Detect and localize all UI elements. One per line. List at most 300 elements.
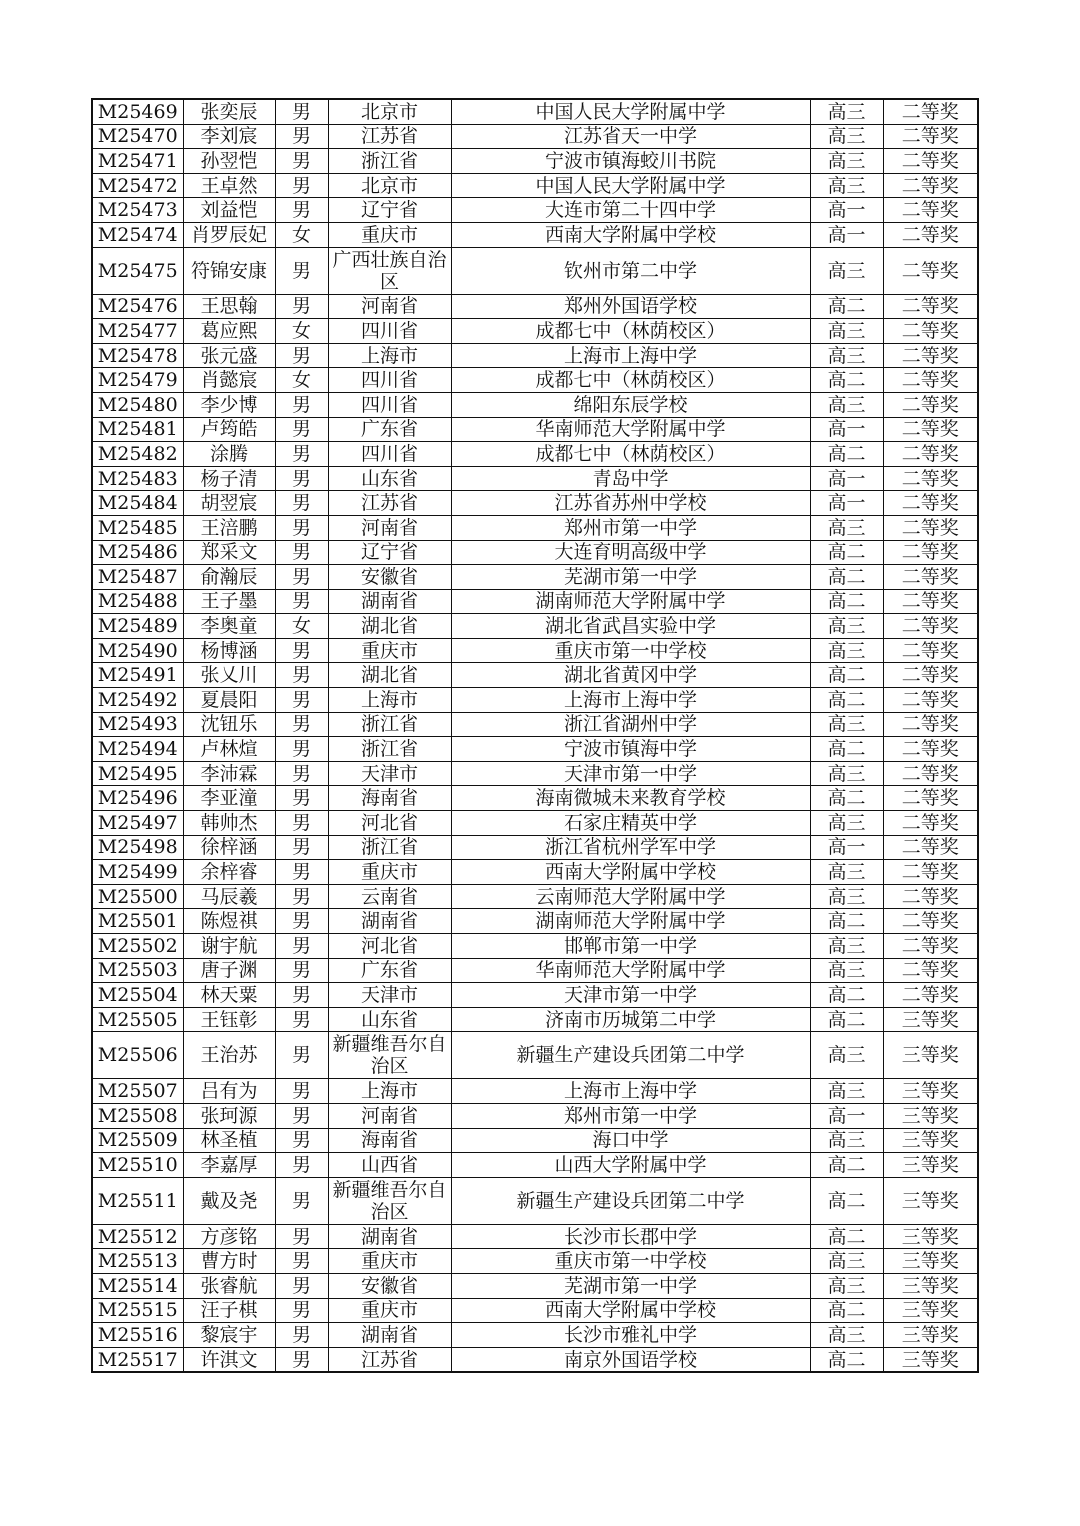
gender-cell: 男 — [275, 909, 328, 934]
student-id-cell: M25498 — [92, 835, 183, 860]
student-name-cell: 肖懿宸 — [183, 368, 275, 393]
school-cell: 云南师范大学附属中学 — [451, 884, 810, 909]
student-id-cell: M25517 — [92, 1347, 183, 1372]
gender-cell: 男 — [275, 835, 328, 860]
table-row — [92, 1103, 978, 1128]
award-cell: 二等奖 — [883, 835, 978, 860]
gender-cell: 男 — [275, 540, 328, 565]
table-row — [92, 417, 978, 442]
award-cell: 二等奖 — [883, 124, 978, 149]
gender-cell: 男 — [275, 1128, 328, 1153]
grade-cell: 高一 — [810, 417, 883, 442]
grade-cell: 高二 — [810, 442, 883, 467]
student-id-cell: M25489 — [92, 614, 183, 639]
student-id-cell: M25504 — [92, 983, 183, 1008]
award-cell: 三等奖 — [883, 1273, 978, 1298]
table-row — [92, 294, 978, 319]
gender-cell: 男 — [275, 860, 328, 885]
grade-cell: 高二 — [810, 1298, 883, 1323]
school-cell: 新疆生产建设兵团第二中学 — [451, 1177, 810, 1224]
gender-cell: 男 — [275, 1177, 328, 1224]
school-cell: 青岛中学 — [451, 466, 810, 491]
table-row — [92, 688, 978, 713]
province-cell: 河南省 — [328, 1103, 451, 1128]
award-cell: 三等奖 — [883, 1128, 978, 1153]
gender-cell: 男 — [275, 761, 328, 786]
grade-cell: 高三 — [810, 247, 883, 294]
gender-cell: 男 — [275, 99, 328, 124]
school-cell: 湖南师范大学附属中学 — [451, 589, 810, 614]
province-cell: 山东省 — [328, 1007, 451, 1032]
grade-cell: 高三 — [810, 934, 883, 959]
student-name-cell: 卢林煊 — [183, 737, 275, 762]
student-name-cell: 杨博涵 — [183, 638, 275, 663]
student-name-cell: 张睿航 — [183, 1273, 275, 1298]
province-cell: 河南省 — [328, 294, 451, 319]
school-cell: 中国人民大学附属中学 — [451, 99, 810, 124]
student-id-cell: M25469 — [92, 99, 183, 124]
student-id-cell: M25473 — [92, 198, 183, 223]
grade-cell: 高二 — [810, 565, 883, 590]
table-row — [92, 884, 978, 909]
award-cell: 二等奖 — [883, 638, 978, 663]
province-cell: 江苏省 — [328, 491, 451, 516]
student-name-cell: 张乂川 — [183, 663, 275, 688]
gender-cell: 男 — [275, 1249, 328, 1274]
province-cell: 河北省 — [328, 934, 451, 959]
province-cell: 湖南省 — [328, 1224, 451, 1249]
gender-cell: 男 — [275, 983, 328, 1008]
gender-cell: 男 — [275, 688, 328, 713]
table-row — [92, 392, 978, 417]
student-id-cell: M25500 — [92, 884, 183, 909]
school-cell: 浙江省杭州学军中学 — [451, 835, 810, 860]
award-cell: 二等奖 — [883, 688, 978, 713]
school-cell: 重庆市第一中学校 — [451, 638, 810, 663]
grade-cell: 高二 — [810, 1153, 883, 1178]
school-cell: 上海市上海中学 — [451, 343, 810, 368]
gender-cell: 男 — [275, 442, 328, 467]
student-name-cell: 林圣植 — [183, 1128, 275, 1153]
province-cell: 天津市 — [328, 761, 451, 786]
table-row — [92, 934, 978, 959]
grade-cell: 高三 — [810, 1249, 883, 1274]
student-id-cell: M25512 — [92, 1224, 183, 1249]
student-name-cell: 郑采文 — [183, 540, 275, 565]
gender-cell: 女 — [275, 614, 328, 639]
student-name-cell: 王卓然 — [183, 173, 275, 198]
table-row — [92, 1177, 978, 1224]
grade-cell: 高二 — [810, 688, 883, 713]
school-cell: 海南微城未来教育学校 — [451, 786, 810, 811]
award-cell: 二等奖 — [883, 343, 978, 368]
grade-cell: 高三 — [810, 958, 883, 983]
student-id-cell: M25508 — [92, 1103, 183, 1128]
province-cell: 安徽省 — [328, 1273, 451, 1298]
gender-cell: 男 — [275, 958, 328, 983]
table-row — [92, 1153, 978, 1178]
province-cell: 上海市 — [328, 343, 451, 368]
award-cell: 三等奖 — [883, 1347, 978, 1372]
gender-cell: 男 — [275, 712, 328, 737]
student-id-cell: M25477 — [92, 319, 183, 344]
gender-cell: 男 — [275, 1007, 328, 1032]
award-cell: 二等奖 — [883, 712, 978, 737]
award-cell: 三等奖 — [883, 1103, 978, 1128]
province-cell: 重庆市 — [328, 860, 451, 885]
gender-cell: 男 — [275, 124, 328, 149]
student-name-cell: 夏晨阳 — [183, 688, 275, 713]
province-cell: 安徽省 — [328, 565, 451, 590]
gender-cell: 男 — [275, 515, 328, 540]
student-id-cell: M25484 — [92, 491, 183, 516]
gender-cell: 男 — [275, 1273, 328, 1298]
student-id-cell: M25494 — [92, 737, 183, 762]
table-row — [92, 614, 978, 639]
student-id-cell: M25507 — [92, 1079, 183, 1104]
student-id-cell: M25496 — [92, 786, 183, 811]
student-name-cell: 李刘宸 — [183, 124, 275, 149]
gender-cell: 男 — [275, 589, 328, 614]
table-row — [92, 198, 978, 223]
award-cell: 三等奖 — [883, 1323, 978, 1348]
student-id-cell: M25516 — [92, 1323, 183, 1348]
award-cell: 三等奖 — [883, 1079, 978, 1104]
province-cell: 海南省 — [328, 786, 451, 811]
student-name-cell: 张元盛 — [183, 343, 275, 368]
table-row — [92, 1298, 978, 1323]
grade-cell: 高三 — [810, 884, 883, 909]
school-cell: 郑州外国语学校 — [451, 294, 810, 319]
school-cell: 上海市上海中学 — [451, 688, 810, 713]
province-cell: 重庆市 — [328, 222, 451, 247]
school-cell: 华南师范大学附属中学 — [451, 958, 810, 983]
province-cell: 上海市 — [328, 688, 451, 713]
student-name-cell: 胡翌宸 — [183, 491, 275, 516]
student-name-cell: 卢筠皓 — [183, 417, 275, 442]
grade-cell: 高三 — [810, 638, 883, 663]
award-cell: 二等奖 — [883, 884, 978, 909]
grade-cell: 高三 — [810, 712, 883, 737]
grade-cell: 高二 — [810, 589, 883, 614]
student-name-cell: 杨子清 — [183, 466, 275, 491]
province-cell: 北京市 — [328, 173, 451, 198]
table-row — [92, 247, 978, 294]
gender-cell: 男 — [275, 1347, 328, 1372]
gender-cell: 男 — [275, 294, 328, 319]
table-row — [92, 835, 978, 860]
student-name-cell: 韩帅杰 — [183, 811, 275, 836]
gender-cell: 女 — [275, 319, 328, 344]
award-cell: 二等奖 — [883, 99, 978, 124]
province-cell: 山西省 — [328, 1153, 451, 1178]
table-row — [92, 589, 978, 614]
student-id-cell: M25470 — [92, 124, 183, 149]
award-cell: 二等奖 — [883, 909, 978, 934]
student-id-cell: M25491 — [92, 663, 183, 688]
province-cell: 上海市 — [328, 1079, 451, 1104]
student-id-cell: M25471 — [92, 149, 183, 174]
gender-cell: 男 — [275, 1298, 328, 1323]
award-cell: 三等奖 — [883, 1224, 978, 1249]
grade-cell: 高三 — [810, 173, 883, 198]
award-cell: 二等奖 — [883, 958, 978, 983]
student-name-cell: 李亚潼 — [183, 786, 275, 811]
gender-cell: 男 — [275, 173, 328, 198]
grade-cell: 高二 — [810, 540, 883, 565]
province-cell: 重庆市 — [328, 638, 451, 663]
province-cell: 湖北省 — [328, 614, 451, 639]
gender-cell: 男 — [275, 737, 328, 762]
award-cell: 二等奖 — [883, 540, 978, 565]
school-cell: 海口中学 — [451, 1128, 810, 1153]
table-row — [92, 99, 978, 124]
student-name-cell: 许淇文 — [183, 1347, 275, 1372]
school-cell: 华南师范大学附属中学 — [451, 417, 810, 442]
grade-cell: 高二 — [810, 909, 883, 934]
award-cell: 二等奖 — [883, 491, 978, 516]
award-cell: 二等奖 — [883, 198, 978, 223]
grade-cell: 高三 — [810, 761, 883, 786]
student-name-cell: 葛应熙 — [183, 319, 275, 344]
school-cell: 浙江省湖州中学 — [451, 712, 810, 737]
school-cell: 重庆市第一中学校 — [451, 1249, 810, 1274]
table-row — [92, 1224, 978, 1249]
awards-table-body — [92, 99, 978, 1372]
grade-cell: 高一 — [810, 466, 883, 491]
province-cell: 北京市 — [328, 99, 451, 124]
student-id-cell: M25511 — [92, 1177, 183, 1224]
student-id-cell: M25502 — [92, 934, 183, 959]
student-name-cell: 肖罗辰妃 — [183, 222, 275, 247]
school-cell: 新疆生产建设兵团第二中学 — [451, 1032, 810, 1079]
award-cell: 二等奖 — [883, 466, 978, 491]
award-cell: 二等奖 — [883, 811, 978, 836]
award-cell: 二等奖 — [883, 319, 978, 344]
award-cell: 二等奖 — [883, 565, 978, 590]
student-id-cell: M25474 — [92, 222, 183, 247]
gender-cell: 女 — [275, 368, 328, 393]
award-cell: 二等奖 — [883, 589, 978, 614]
province-cell: 天津市 — [328, 983, 451, 1008]
gender-cell: 男 — [275, 638, 328, 663]
student-name-cell: 汪子棋 — [183, 1298, 275, 1323]
student-id-cell: M25482 — [92, 442, 183, 467]
school-cell: 江苏省天一中学 — [451, 124, 810, 149]
table-row — [92, 319, 978, 344]
grade-cell: 高三 — [810, 149, 883, 174]
province-cell: 海南省 — [328, 1128, 451, 1153]
grade-cell: 高一 — [810, 222, 883, 247]
province-cell: 山东省 — [328, 466, 451, 491]
student-id-cell: M25480 — [92, 392, 183, 417]
student-name-cell: 王钰彰 — [183, 1007, 275, 1032]
grade-cell: 高三 — [810, 1128, 883, 1153]
award-cell: 三等奖 — [883, 1032, 978, 1079]
province-cell: 江苏省 — [328, 124, 451, 149]
gender-cell: 男 — [275, 392, 328, 417]
province-cell: 辽宁省 — [328, 540, 451, 565]
award-cell: 二等奖 — [883, 934, 978, 959]
award-cell: 三等奖 — [883, 1007, 978, 1032]
grade-cell: 高一 — [810, 835, 883, 860]
province-cell: 四川省 — [328, 368, 451, 393]
school-cell: 宁波市镇海蛟川书院 — [451, 149, 810, 174]
student-name-cell: 王涪鹏 — [183, 515, 275, 540]
award-cell: 二等奖 — [883, 368, 978, 393]
school-cell: 芜湖市第一中学 — [451, 565, 810, 590]
gender-cell: 男 — [275, 466, 328, 491]
school-cell: 湖南师范大学附属中学 — [451, 909, 810, 934]
table-row — [92, 1347, 978, 1372]
province-cell: 重庆市 — [328, 1298, 451, 1323]
student-name-cell: 沈钮乐 — [183, 712, 275, 737]
province-cell: 河南省 — [328, 515, 451, 540]
grade-cell: 高三 — [810, 392, 883, 417]
student-name-cell: 涂腾 — [183, 442, 275, 467]
student-id-cell: M25497 — [92, 811, 183, 836]
student-id-cell: M25503 — [92, 958, 183, 983]
school-cell: 郑州市第一中学 — [451, 515, 810, 540]
province-cell: 浙江省 — [328, 835, 451, 860]
student-id-cell: M25490 — [92, 638, 183, 663]
table-row — [92, 343, 978, 368]
province-cell: 湖南省 — [328, 1323, 451, 1348]
school-cell: 长沙市长郡中学 — [451, 1224, 810, 1249]
student-id-cell: M25478 — [92, 343, 183, 368]
student-name-cell: 王子墨 — [183, 589, 275, 614]
award-cell: 二等奖 — [883, 222, 978, 247]
province-cell: 四川省 — [328, 319, 451, 344]
school-cell: 郑州市第一中学 — [451, 1103, 810, 1128]
award-cell: 三等奖 — [883, 1298, 978, 1323]
grade-cell: 高三 — [810, 319, 883, 344]
award-cell: 三等奖 — [883, 1249, 978, 1274]
award-cell: 三等奖 — [883, 1153, 978, 1178]
award-cell: 二等奖 — [883, 860, 978, 885]
gender-cell: 男 — [275, 1032, 328, 1079]
student-id-cell: M25513 — [92, 1249, 183, 1274]
award-cell: 二等奖 — [883, 392, 978, 417]
student-id-cell: M25487 — [92, 565, 183, 590]
school-cell: 中国人民大学附属中学 — [451, 173, 810, 198]
grade-cell: 高三 — [810, 124, 883, 149]
student-name-cell: 刘益恺 — [183, 198, 275, 223]
student-name-cell: 李少博 — [183, 392, 275, 417]
award-cell: 三等奖 — [883, 1177, 978, 1224]
grade-cell: 高三 — [810, 99, 883, 124]
gender-cell: 男 — [275, 198, 328, 223]
student-id-cell: M25505 — [92, 1007, 183, 1032]
gender-cell: 男 — [275, 247, 328, 294]
school-cell: 成都七中（林荫校区） — [451, 319, 810, 344]
student-name-cell: 吕有为 — [183, 1079, 275, 1104]
student-id-cell: M25495 — [92, 761, 183, 786]
table-row — [92, 958, 978, 983]
school-cell: 江苏省苏州中学校 — [451, 491, 810, 516]
province-cell: 湖南省 — [328, 589, 451, 614]
school-cell: 上海市上海中学 — [451, 1079, 810, 1104]
grade-cell: 高一 — [810, 491, 883, 516]
student-id-cell: M25475 — [92, 247, 183, 294]
student-name-cell: 符锦安康 — [183, 247, 275, 294]
grade-cell: 高二 — [810, 663, 883, 688]
province-cell: 广东省 — [328, 958, 451, 983]
gender-cell: 男 — [275, 343, 328, 368]
student-id-cell: M25476 — [92, 294, 183, 319]
school-cell: 绵阳东辰学校 — [451, 392, 810, 417]
award-cell: 二等奖 — [883, 294, 978, 319]
gender-cell: 男 — [275, 663, 328, 688]
table-row — [92, 222, 978, 247]
table-row — [92, 860, 978, 885]
award-cell: 二等奖 — [883, 515, 978, 540]
table-row — [92, 983, 978, 1008]
school-cell: 山西大学附属中学 — [451, 1153, 810, 1178]
gender-cell: 男 — [275, 1153, 328, 1178]
school-cell: 湖北省武昌实验中学 — [451, 614, 810, 639]
student-id-cell: M25483 — [92, 466, 183, 491]
table-row — [92, 565, 978, 590]
student-id-cell: M25479 — [92, 368, 183, 393]
student-name-cell: 戴及尧 — [183, 1177, 275, 1224]
table-row — [92, 811, 978, 836]
school-cell: 天津市第一中学 — [451, 983, 810, 1008]
gender-cell: 男 — [275, 811, 328, 836]
table-row — [92, 1323, 978, 1348]
grade-cell: 高三 — [810, 1032, 883, 1079]
student-id-cell: M25486 — [92, 540, 183, 565]
student-name-cell: 李嘉厚 — [183, 1153, 275, 1178]
school-cell: 成都七中（林荫校区） — [451, 442, 810, 467]
table-row — [92, 638, 978, 663]
student-id-cell: M25515 — [92, 1298, 183, 1323]
student-name-cell: 黎宸宇 — [183, 1323, 275, 1348]
grade-cell: 高二 — [810, 983, 883, 1008]
province-cell: 浙江省 — [328, 149, 451, 174]
awards-table — [91, 98, 979, 1373]
student-name-cell: 李奥童 — [183, 614, 275, 639]
grade-cell: 高二 — [810, 786, 883, 811]
school-cell: 西南大学附属中学校 — [451, 1298, 810, 1323]
school-cell: 石家庄精英中学 — [451, 811, 810, 836]
award-cell: 二等奖 — [883, 417, 978, 442]
student-name-cell: 孙翌恺 — [183, 149, 275, 174]
gender-cell: 女 — [275, 222, 328, 247]
student-name-cell: 余梓睿 — [183, 860, 275, 885]
school-cell: 南京外国语学校 — [451, 1347, 810, 1372]
grade-cell: 高二 — [810, 1347, 883, 1372]
school-cell: 宁波市镇海中学 — [451, 737, 810, 762]
award-cell: 二等奖 — [883, 663, 978, 688]
province-cell: 重庆市 — [328, 1249, 451, 1274]
student-id-cell: M25499 — [92, 860, 183, 885]
school-cell: 邯郸市第一中学 — [451, 934, 810, 959]
province-cell: 浙江省 — [328, 712, 451, 737]
table-row — [92, 540, 978, 565]
gender-cell: 男 — [275, 417, 328, 442]
gender-cell: 男 — [275, 1079, 328, 1104]
student-id-cell: M25488 — [92, 589, 183, 614]
school-cell: 成都七中（林荫校区） — [451, 368, 810, 393]
grade-cell: 高二 — [810, 294, 883, 319]
student-name-cell: 王思翰 — [183, 294, 275, 319]
award-cell: 二等奖 — [883, 442, 978, 467]
student-id-cell: M25481 — [92, 417, 183, 442]
school-cell: 西南大学附属中学校 — [451, 860, 810, 885]
gender-cell: 男 — [275, 1224, 328, 1249]
table-row — [92, 515, 978, 540]
